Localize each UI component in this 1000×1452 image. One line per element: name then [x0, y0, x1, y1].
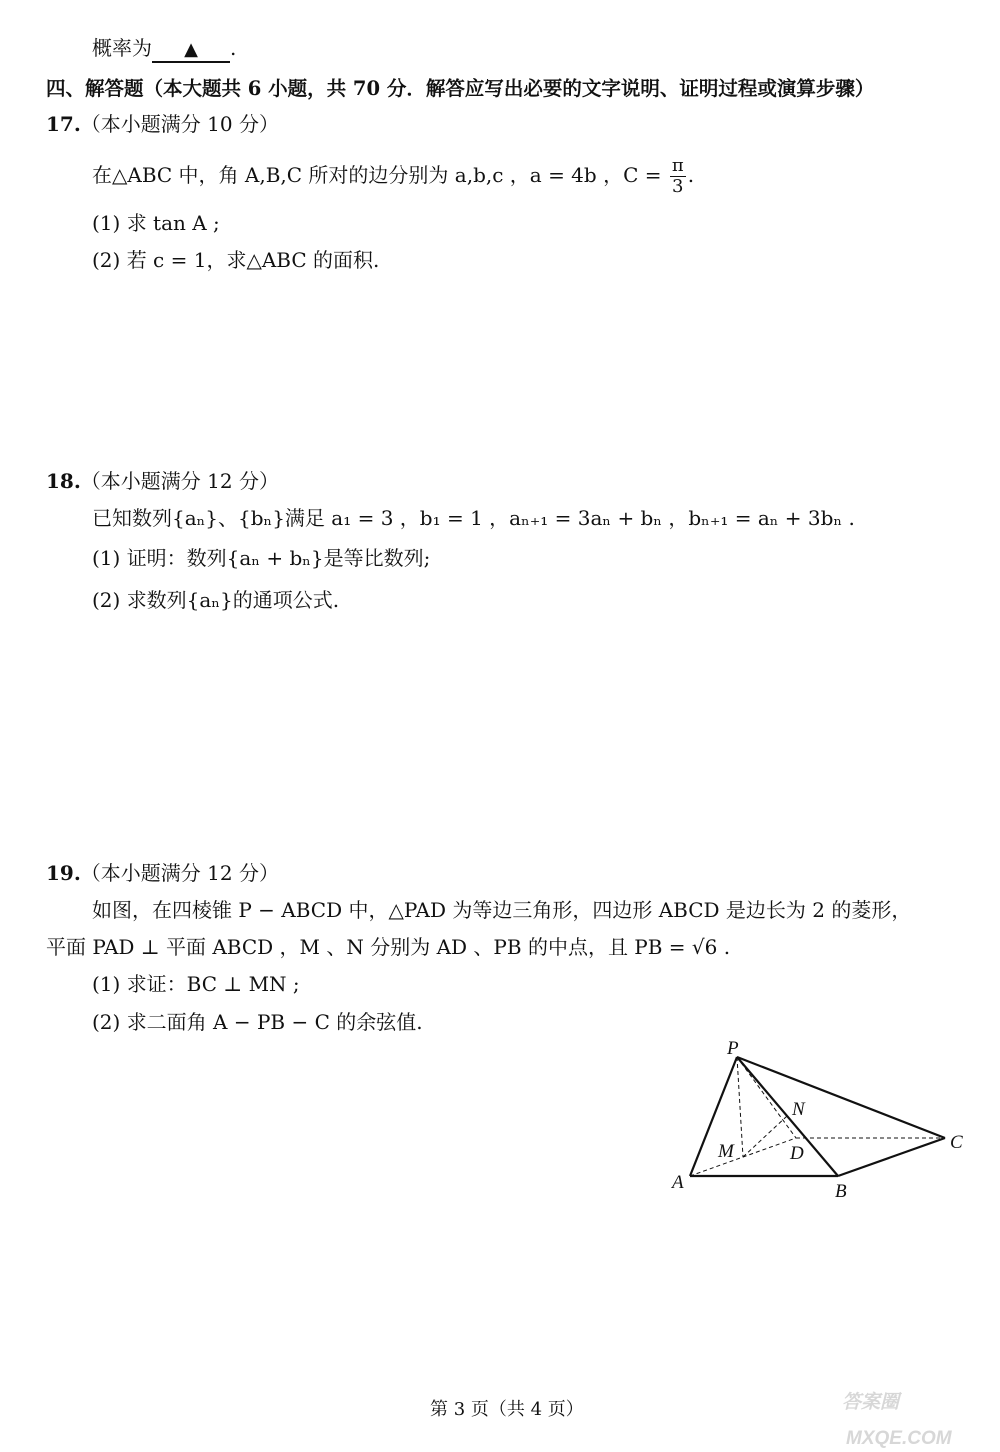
- prev-question-tail: 概率为 ▲ .: [92, 36, 236, 63]
- q17-part2: (2) 若 c = 1，求△ABC 的面积.: [92, 248, 380, 272]
- q17-number: 17.: [46, 112, 81, 136]
- q17-stem: 在△ABC 中，角 A,B,C 所对的边分别为 a,b,c ，a = 4b ，C = $\frac{\pi}{3}$ .: [92, 155, 695, 197]
- q19-part2: (2) 求二面角 A − PB − C 的余弦值.: [92, 1010, 423, 1034]
- edge-MN: [743, 1116, 787, 1157]
- q18-part1: (1) 证明：数列{aₙ + bₙ}是等比数列;: [92, 546, 431, 570]
- q19-stem-line2: 平面 PAD ⊥ 平面 ABCD ，M 、N 分别为 AD 、PB 的中点，且 PB = √6 .: [46, 935, 731, 959]
- q19-stem-line1: 如图，在四棱锥 P − ABCD 中，△PAD 为等边三角形，四边形 ABCD 是边长为 2 的菱形，: [92, 898, 912, 922]
- edge-PC: [737, 1057, 945, 1138]
- q17-part1: (1) 求 tan A ;: [92, 211, 220, 235]
- label-A: A: [672, 1172, 684, 1193]
- page-footer: 第 3 页（共 4 页）: [430, 1399, 584, 1420]
- label-P: P: [727, 1038, 739, 1059]
- section-heading: 四、解答题（本大题共 6 小题，共 70 分．解答应写出必要的文字说明、证明过程或演算步骤）: [46, 77, 875, 100]
- q19-points: （本小题满分 12 分）: [80, 861, 279, 885]
- q18-number: 18.: [46, 469, 81, 493]
- q17-fraction: $\frac{\pi}{3}$: [671, 155, 684, 197]
- answer-blank: ▲: [152, 39, 230, 63]
- q18-part2: (2) 求数列{aₙ}的通项公式.: [92, 588, 340, 612]
- label-N: N: [792, 1099, 805, 1120]
- q18-points: （本小题满分 12 分）: [80, 469, 279, 493]
- watermark-url: MXQE.COM: [846, 1428, 952, 1449]
- q17-points: （本小题满分 10 分）: [80, 112, 279, 136]
- watermark-logo: 答案圈: [842, 1392, 900, 1413]
- label-C: C: [950, 1132, 963, 1153]
- edge-PB: [737, 1057, 838, 1176]
- edge-BC: [838, 1138, 945, 1176]
- label-D: D: [790, 1143, 804, 1164]
- label-M: M: [718, 1141, 734, 1162]
- label-B: B: [835, 1181, 847, 1202]
- q18-stem: 已知数列{aₙ}、{bₙ}满足 a₁ = 3 ，b₁ = 1 ，aₙ₊₁ = 3aₙ + bₙ ，bₙ₊₁ = aₙ + 3bₙ .: [92, 506, 855, 530]
- q19-part1: (1) 求证：BC ⊥ MN ;: [92, 972, 300, 996]
- q19-number: 19.: [46, 861, 81, 885]
- edge-PM: [737, 1057, 743, 1157]
